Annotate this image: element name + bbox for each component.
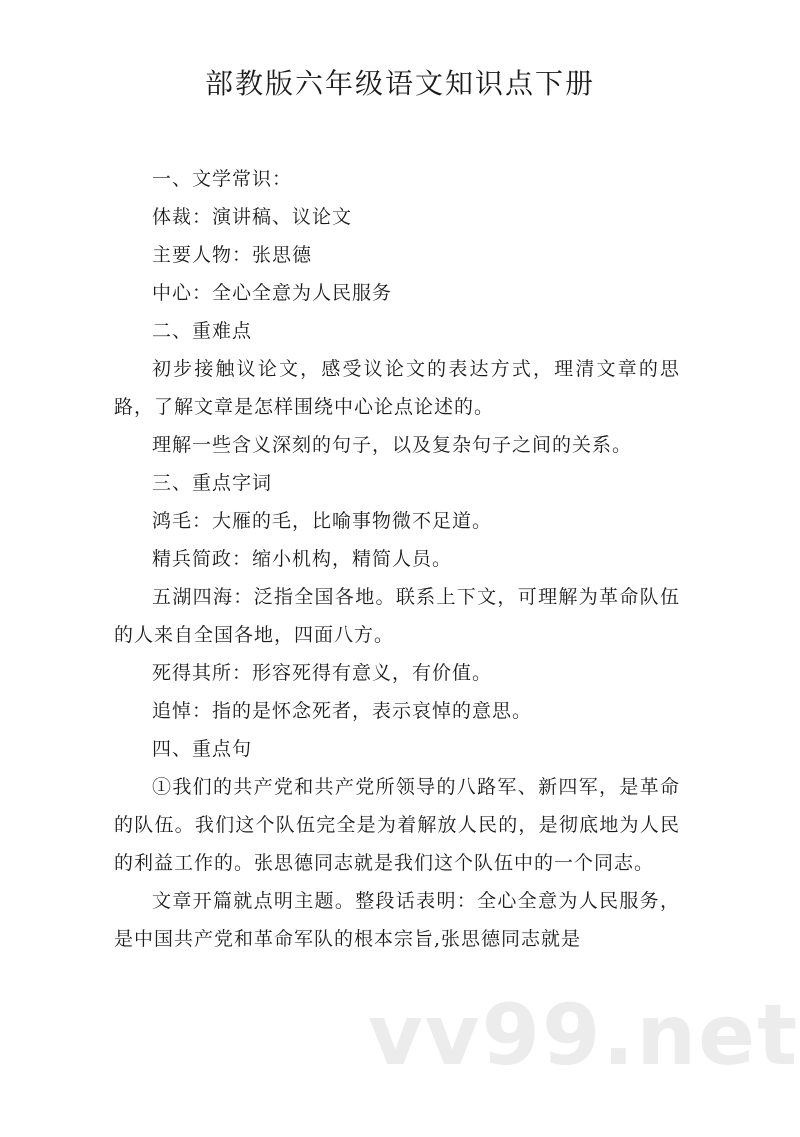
watermark: vv99.net <box>368 986 800 1084</box>
paragraph: 理解一些含义深刻的句子，以及复杂句子之间的关系。 <box>152 434 633 456</box>
paragraph: 体裁：演讲稿、议论文 <box>152 206 353 228</box>
document-body <box>114 160 680 958</box>
paragraph: 主要人物：张思德 <box>152 244 313 266</box>
paragraph: 四、重点句 <box>152 738 253 760</box>
paragraph: 精兵简政：缩小机构，精简人员。 <box>152 548 453 570</box>
paragraph: 初步接触议论文，感受议论文的表达方式，理清文章的思路，了解文章是怎样围绕中心论点论述的。 <box>114 358 680 418</box>
paragraph: 一、文学常识： <box>152 168 293 190</box>
paragraph: 二、重难点 <box>152 320 253 342</box>
paragraph: 中心：全心全意为人民服务 <box>152 282 393 304</box>
paragraph: 追悼：指的是怀念死者，表示哀悼的意思。 <box>152 700 533 722</box>
paragraph: 鸿毛：大雁的毛，比喻事物微不足道。 <box>152 510 493 532</box>
paragraph: 死得其所：形容死得有意义，有价值。 <box>152 662 493 684</box>
paragraph: ①我们的共产党和共产党所领导的八路军、新四军，是革命的队伍。我们这个队伍完全是为着解放人民的，是彻底地为人民的利益工作的。张思德同志就是我们这个队伍中的一个同志。 <box>114 776 680 874</box>
paragraph: 五湖四海：泛指全国各地。联系上下文，可理解为革命队伍的人来自全国各地，四面八方。 <box>114 586 680 646</box>
paragraph: 三、重点字词 <box>152 472 273 494</box>
document-title: 部教版六年级语文知识点下册 <box>204 67 595 100</box>
paragraph: 文章开篇就点明主题。整段话表明：全心全意为人民服务，是中国共产党和革命军队的根本宗旨,张思德同志就是 <box>114 890 680 950</box>
